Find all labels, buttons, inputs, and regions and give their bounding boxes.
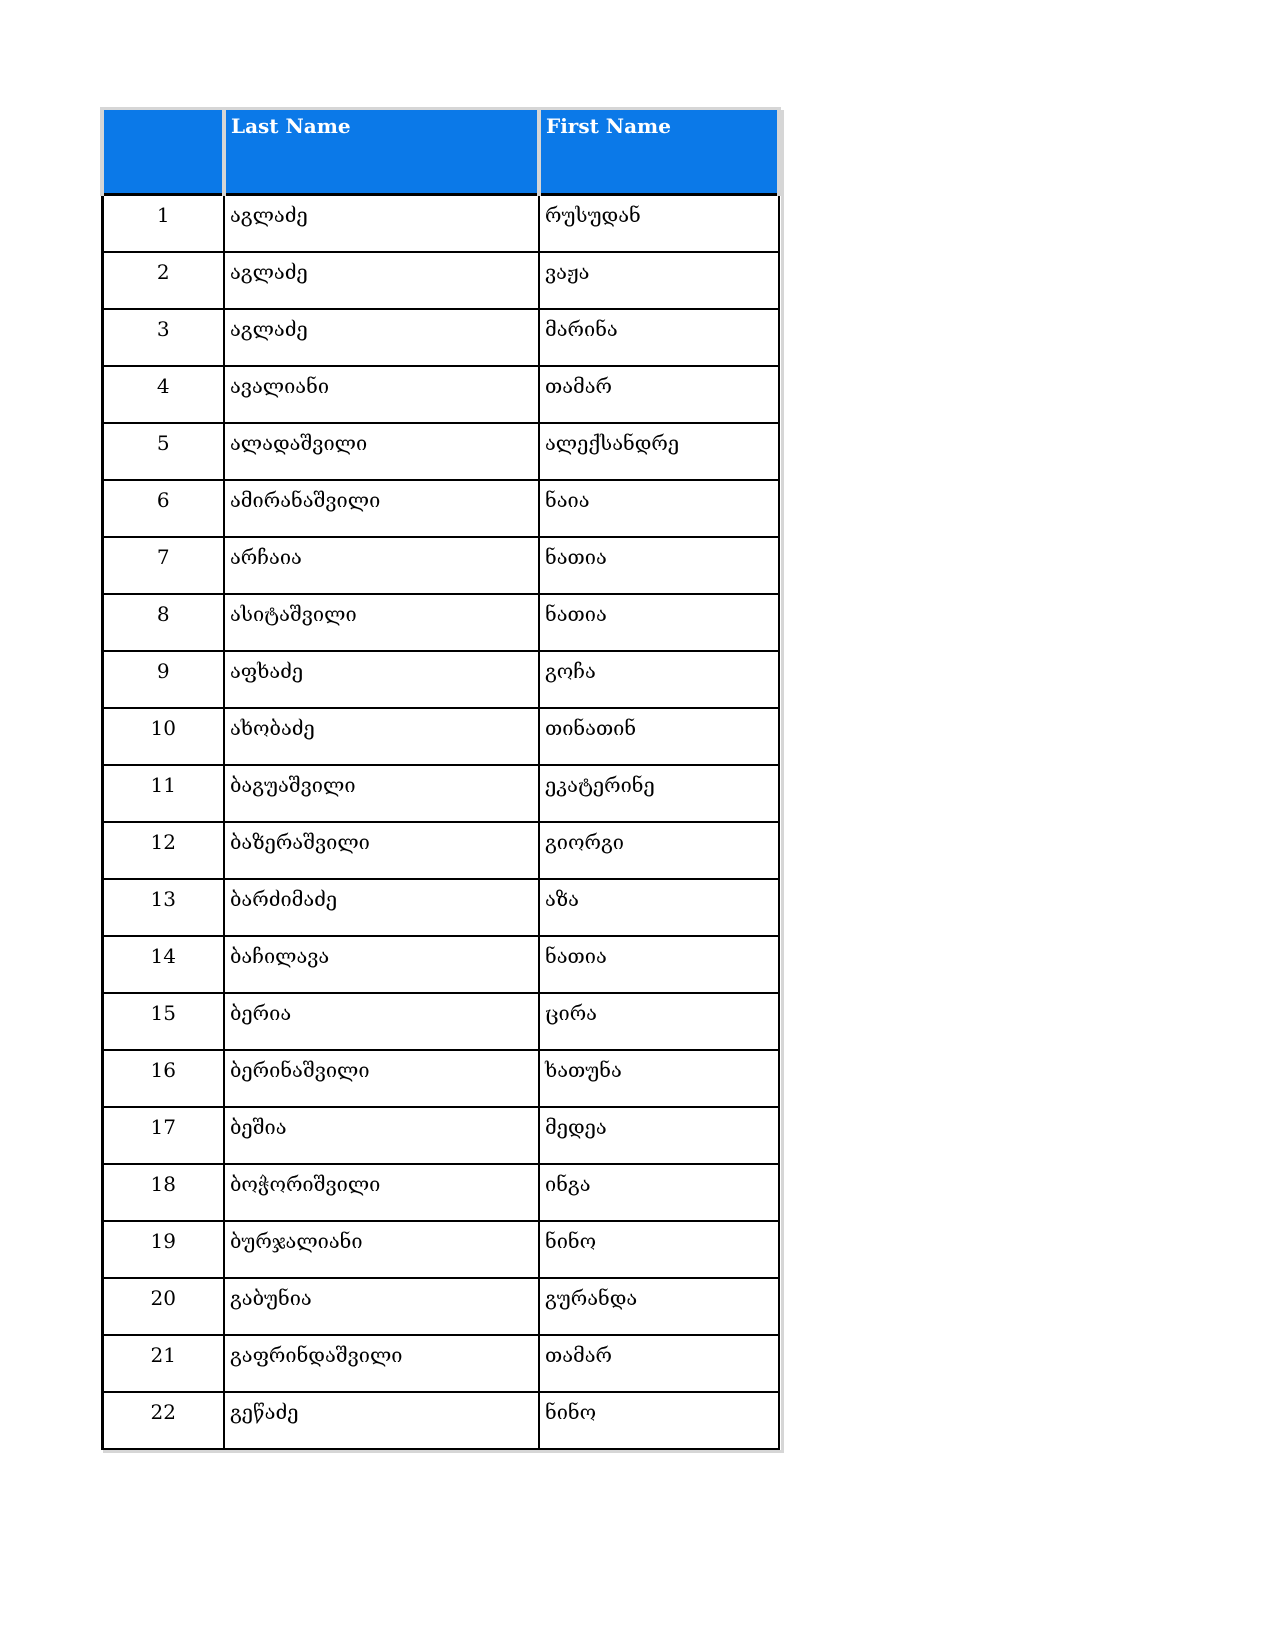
row-number-cell: 2 (102, 252, 224, 309)
first-name-cell: მედეა (539, 1107, 779, 1164)
first-name-cell: ცირა (539, 993, 779, 1050)
first-name-cell: თამარ (539, 366, 779, 423)
last-name-cell: ბაზერაშვილი (224, 822, 539, 879)
table-row (102, 936, 779, 993)
table-row (102, 537, 779, 594)
first-name-cell: გურანდა (539, 1278, 779, 1335)
last-name-cell: გაფრინდაშვილი (224, 1335, 539, 1392)
table-row (102, 1221, 779, 1278)
last-name-cell: აფხაძე (224, 651, 539, 708)
first-name-cell: ვაჟა (539, 252, 779, 309)
row-number-cell: 5 (102, 423, 224, 480)
row-number-cell: 19 (102, 1221, 224, 1278)
last-name-cell: ბეშია (224, 1107, 539, 1164)
table-row (102, 480, 779, 537)
table-row (102, 252, 779, 309)
table-row (102, 822, 779, 879)
first-name-cell: ნათია (539, 936, 779, 993)
row-number-cell: 3 (102, 309, 224, 366)
row-number-cell: 11 (102, 765, 224, 822)
last-name-cell: ბაჩილავა (224, 936, 539, 993)
table-row (102, 1278, 779, 1335)
first-name-cell: რუსუდან (539, 195, 779, 252)
last-name-cell: ბარძიმაძე (224, 879, 539, 936)
row-number-cell: 14 (102, 936, 224, 993)
table-row (102, 1107, 779, 1164)
last-name-cell: გაბუნია (224, 1278, 539, 1335)
first-name-cell: აზა (539, 879, 779, 936)
header-cell-last-name: Last Name (224, 109, 539, 195)
table-body (102, 195, 779, 1449)
last-name-cell: ბოჭორიშვილი (224, 1164, 539, 1221)
last-name-cell: ალადაშვილი (224, 423, 539, 480)
first-name-cell: ნინო (539, 1221, 779, 1278)
row-number-cell: 1 (102, 195, 224, 252)
header-row (102, 109, 779, 195)
row-number-cell: 21 (102, 1335, 224, 1392)
first-name-cell: თინათინ (539, 708, 779, 765)
last-name-cell: ასიტაშვილი (224, 594, 539, 651)
row-number-cell: 13 (102, 879, 224, 936)
last-name-cell: გეწაძე (224, 1392, 539, 1449)
header-cell-first-name: First Name (539, 109, 779, 195)
first-name-cell: ნინო (539, 1392, 779, 1449)
last-name-cell: ბაგუაშვილი (224, 765, 539, 822)
first-name-cell: ნათია (539, 537, 779, 594)
first-name-cell: ნათია (539, 594, 779, 651)
row-number-cell: 8 (102, 594, 224, 651)
first-name-cell: გოჩა (539, 651, 779, 708)
first-name-cell: ალექსანდრე (539, 423, 779, 480)
table-row (102, 651, 779, 708)
header-cell-number (102, 109, 224, 195)
row-number-cell: 6 (102, 480, 224, 537)
last-name-cell: ახობაძე (224, 708, 539, 765)
table-row (102, 309, 779, 366)
last-name-cell: ბერინაშვილი (224, 1050, 539, 1107)
first-name-cell: ნაია (539, 480, 779, 537)
table-row (102, 1335, 779, 1392)
row-number-cell: 9 (102, 651, 224, 708)
row-number-cell: 10 (102, 708, 224, 765)
table-row (102, 1392, 779, 1449)
row-number-cell: 18 (102, 1164, 224, 1221)
table-row (102, 708, 779, 765)
row-number-cell: 22 (102, 1392, 224, 1449)
first-name-cell: ინგა (539, 1164, 779, 1221)
row-number-cell: 7 (102, 537, 224, 594)
row-number-cell: 17 (102, 1107, 224, 1164)
row-number-cell: 16 (102, 1050, 224, 1107)
first-name-cell: ხათუნა (539, 1050, 779, 1107)
table-row (102, 765, 779, 822)
table-row (102, 366, 779, 423)
names-table (100, 107, 781, 1450)
first-name-cell: მარინა (539, 309, 779, 366)
last-name-cell: აგლაძე (224, 252, 539, 309)
first-name-cell: თამარ (539, 1335, 779, 1392)
last-name-cell: ამირანაშვილი (224, 480, 539, 537)
last-name-cell: არჩაია (224, 537, 539, 594)
table-row (102, 879, 779, 936)
table-row (102, 195, 779, 252)
table-row (102, 993, 779, 1050)
last-name-cell: ბერია (224, 993, 539, 1050)
last-name-cell: აგლაძე (224, 195, 539, 252)
row-number-cell: 20 (102, 1278, 224, 1335)
first-name-cell: გიორგი (539, 822, 779, 879)
last-name-cell: ავალიანი (224, 366, 539, 423)
table-row (102, 423, 779, 480)
last-name-cell: აგლაძე (224, 309, 539, 366)
table-row (102, 1050, 779, 1107)
row-number-cell: 15 (102, 993, 224, 1050)
table-row (102, 594, 779, 651)
names-table-container (100, 107, 781, 1450)
first-name-cell: ეკატერინე (539, 765, 779, 822)
table-row (102, 1164, 779, 1221)
last-name-cell: ბურჯალიანი (224, 1221, 539, 1278)
row-number-cell: 4 (102, 366, 224, 423)
row-number-cell: 12 (102, 822, 224, 879)
